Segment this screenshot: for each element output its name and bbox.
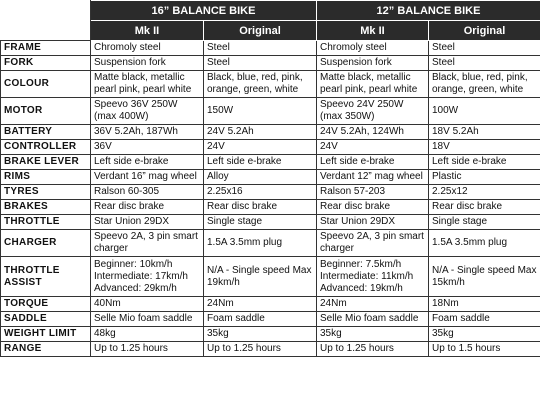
table-cell: 150W (204, 98, 317, 125)
table-cell: 2.25x16 (204, 185, 317, 200)
table-cell: 18V 5.2Ah (429, 125, 540, 140)
table-cell: Beginner: 7.5km/h Intermediate: 11km/h Advanced: 19km/h (317, 257, 429, 297)
row-label: TORQUE (1, 297, 91, 312)
table-cell: 35kg (317, 327, 429, 342)
table-cell: Chromoly steel (91, 41, 204, 56)
table-cell: 2.25x12 (429, 185, 540, 200)
table-cell: 36V 5.2Ah, 187Wh (91, 125, 204, 140)
table-cell: Suspension fork (91, 56, 204, 71)
table-row (1, 140, 540, 155)
table-cell: 35kg (204, 327, 317, 342)
table-row (1, 170, 540, 185)
table-cell: Steel (429, 41, 540, 56)
subhead-16in-mk2: Mk II (91, 21, 204, 41)
table-cell: Black, blue, red, pink, orange, green, white (204, 71, 317, 98)
row-label: RANGE (1, 342, 91, 357)
table-cell: 40Nm (91, 297, 204, 312)
table-cell: 100W (429, 98, 540, 125)
subhead-16in-original: Original (204, 21, 317, 41)
table-cell: Ralson 60-305 (91, 185, 204, 200)
row-label: TYRES (1, 185, 91, 200)
table-row (1, 200, 540, 215)
table-cell: Speevo 2A, 3 pin smart charger (91, 230, 204, 257)
row-label: COLOUR (1, 71, 91, 98)
table-cell: Rear disc brake (317, 200, 429, 215)
table-cell: Up to 1.25 hours (204, 342, 317, 357)
header-corner-cell (1, 1, 91, 41)
row-label: THROTTLE ASSIST (1, 257, 91, 297)
table-row (1, 98, 540, 125)
table-cell: Up to 1.25 hours (317, 342, 429, 357)
table-cell: Black, blue, red, pink, orange, green, white (429, 71, 540, 98)
table-row (1, 312, 540, 327)
table-cell: Left side e-brake (317, 155, 429, 170)
table-cell: 48kg (91, 327, 204, 342)
table-cell: Rear disc brake (91, 200, 204, 215)
table-cell: 24V (204, 140, 317, 155)
table-cell: Verdant 12” mag wheel (317, 170, 429, 185)
row-label: SADDLE (1, 312, 91, 327)
header-group-row (1, 1, 540, 21)
table-cell: 35kg (429, 327, 540, 342)
table-cell: Alloy (204, 170, 317, 185)
table-cell: Speevo 36V 250W (max 400W) (91, 98, 204, 125)
table-cell: 24V 5.2Ah, 124Wh (317, 125, 429, 140)
table-cell: 18Nm (429, 297, 540, 312)
table-cell: Up to 1.5 hours (429, 342, 540, 357)
table-cell: Left side e-brake (429, 155, 540, 170)
row-label: BRAKE LEVER (1, 155, 91, 170)
table-cell: Foam saddle (204, 312, 317, 327)
table-cell: Rear disc brake (204, 200, 317, 215)
table-row (1, 41, 540, 56)
table-header (1, 1, 540, 41)
table-cell: Rear disc brake (429, 200, 540, 215)
table-row (1, 125, 540, 140)
table-row (1, 56, 540, 71)
table-cell: 18V (429, 140, 540, 155)
row-label: RIMS (1, 170, 91, 185)
table-cell: Speevo 24V 250W (max 350W) (317, 98, 429, 125)
table-row (1, 230, 540, 257)
table-row (1, 71, 540, 98)
table-cell: Speevo 2A, 3 pin smart charger (317, 230, 429, 257)
table-cell: Single stage (204, 215, 317, 230)
row-label: WEIGHT LIMIT (1, 327, 91, 342)
table-row (1, 257, 540, 297)
table-body (1, 41, 540, 357)
table-row (1, 342, 540, 357)
table-cell: 24Nm (317, 297, 429, 312)
subhead-12in-original: Original (429, 21, 540, 41)
table-cell: Steel (429, 56, 540, 71)
table-cell: Ralson 57-203 (317, 185, 429, 200)
table-cell: Foam saddle (429, 312, 540, 327)
table-cell: 24Nm (204, 297, 317, 312)
header-group-12in: 12” BALANCE BIKE (317, 1, 540, 21)
row-label: BATTERY (1, 125, 91, 140)
table-cell: Up to 1.25 hours (91, 342, 204, 357)
table-cell: Single stage (429, 215, 540, 230)
row-label: FORK (1, 56, 91, 71)
table-cell: N/A - Single speed Max 15km/h (429, 257, 540, 297)
table-cell: Star Union 29DX (91, 215, 204, 230)
row-label: THROTTLE (1, 215, 91, 230)
table-cell: Left side e-brake (91, 155, 204, 170)
table-cell: Chromoly steel (317, 41, 429, 56)
row-label: CONTROLLER (1, 140, 91, 155)
table-cell: Suspension fork (317, 56, 429, 71)
table-row (1, 215, 540, 230)
row-label: CHARGER (1, 230, 91, 257)
row-label: FRAME (1, 41, 91, 56)
table-cell: 24V (317, 140, 429, 155)
table-cell: Star Union 29DX (317, 215, 429, 230)
table-cell: Left side e-brake (204, 155, 317, 170)
table-cell: Matte black, metallic pearl pink, pearl white (91, 71, 204, 98)
table-cell: Selle Mio foam saddle (317, 312, 429, 327)
header-group-16in: 16” BALANCE BIKE (91, 1, 317, 21)
table-cell: Selle Mio foam saddle (91, 312, 204, 327)
table-row (1, 155, 540, 170)
table-row (1, 297, 540, 312)
table-cell: Beginner: 10km/h Intermediate: 17km/h Advanced: 29km/h (91, 257, 204, 297)
table-cell: 1.5A 3.5mm plug (204, 230, 317, 257)
row-label: MOTOR (1, 98, 91, 125)
table-cell: Plastic (429, 170, 540, 185)
table-cell: 36V (91, 140, 204, 155)
table-cell: Steel (204, 41, 317, 56)
subhead-12in-mk2: Mk II (317, 21, 429, 41)
table-cell: N/A - Single speed Max 19km/h (204, 257, 317, 297)
table-cell: Matte black, metallic pearl pink, pearl white (317, 71, 429, 98)
table-cell: Verdant 16” mag wheel (91, 170, 204, 185)
table-cell: Steel (204, 56, 317, 71)
table-cell: 1.5A 3.5mm plug (429, 230, 540, 257)
table-cell: 24V 5.2Ah (204, 125, 317, 140)
table-row (1, 327, 540, 342)
table-row (1, 185, 540, 200)
row-label: BRAKES (1, 200, 91, 215)
